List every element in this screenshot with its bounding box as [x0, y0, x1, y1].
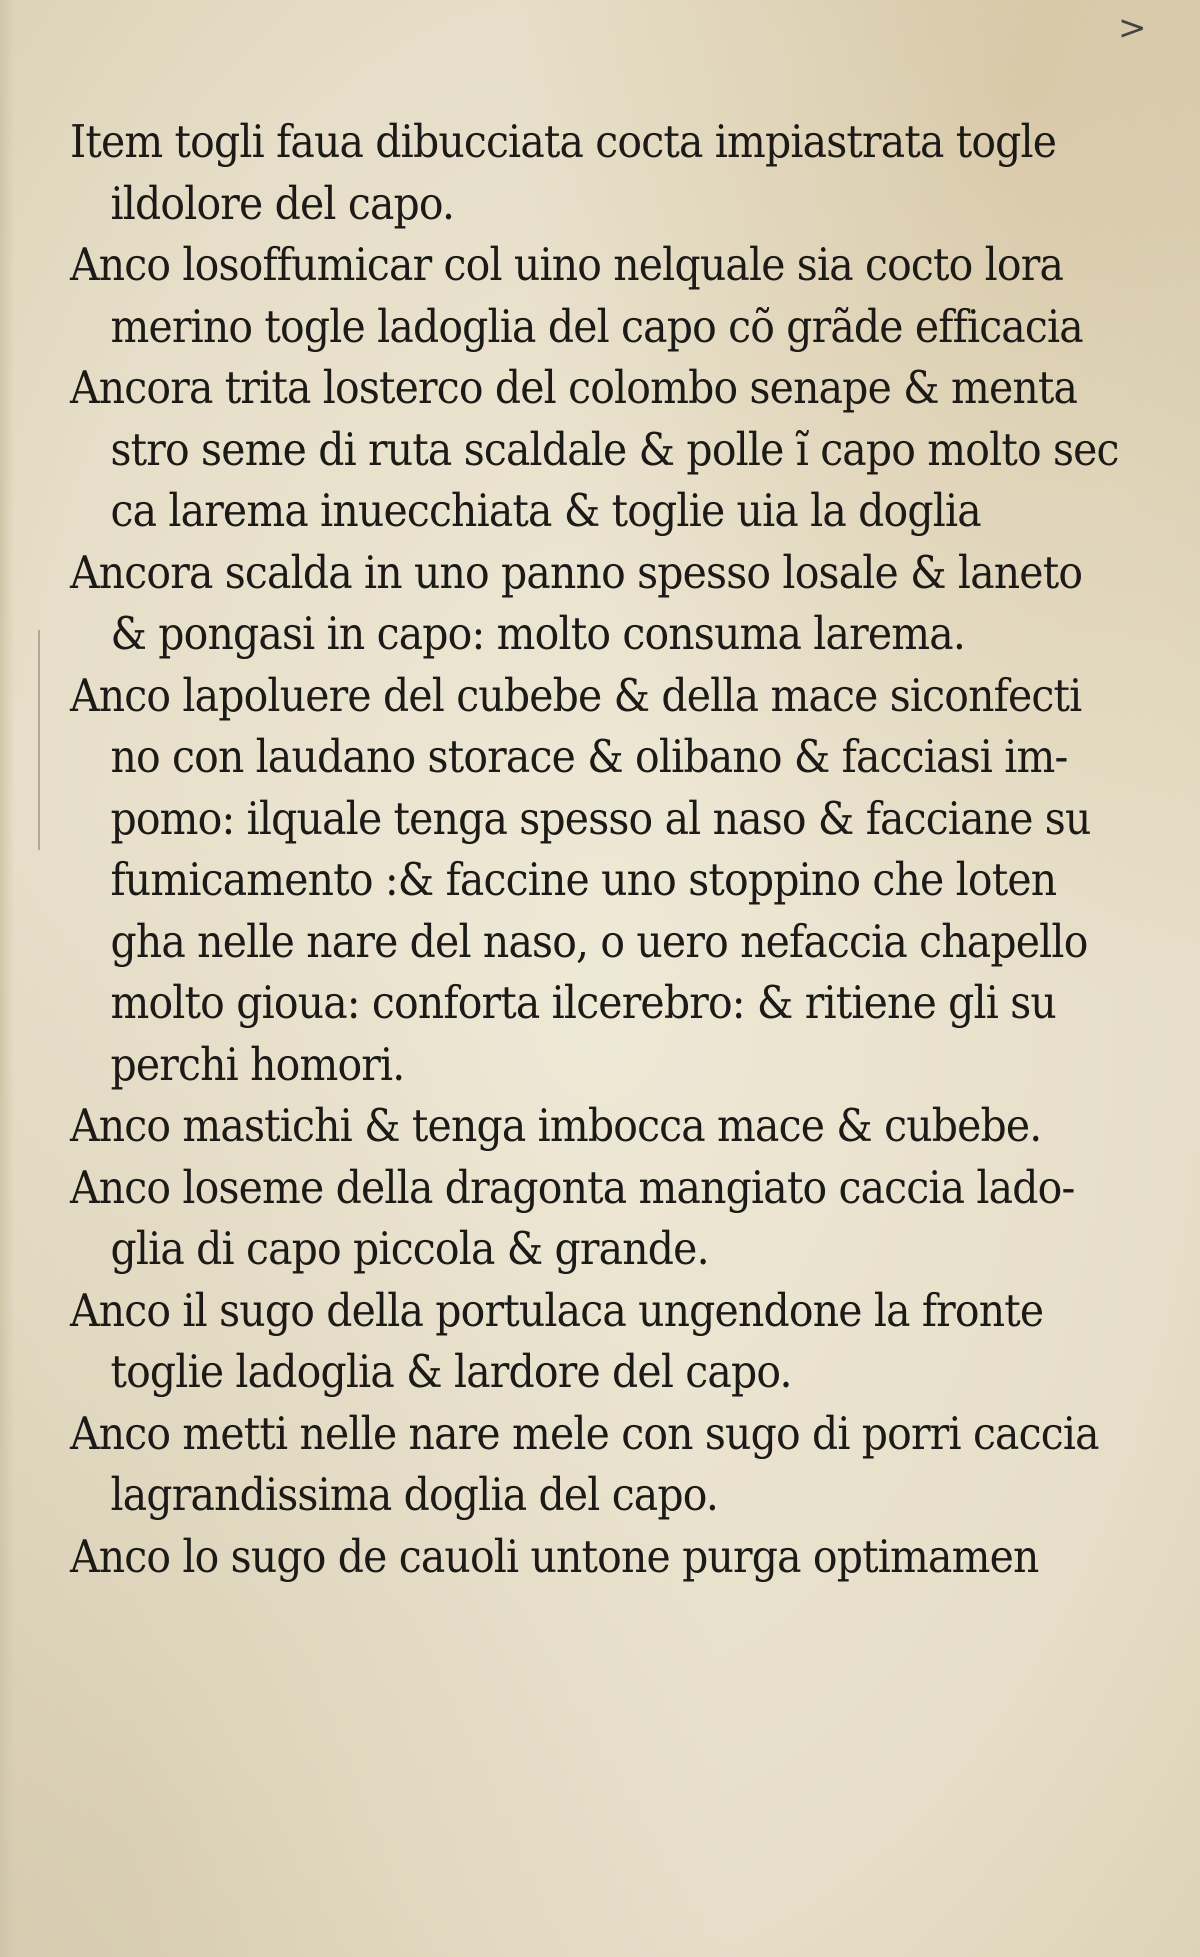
text-line: Anco losoffumicar col uino nelquale sia cocto lora	[70, 240, 1064, 291]
text-line: Anco lo sugo de cauoli untone purga optimamen	[70, 1531, 1039, 1583]
text-line: pomo: ilquale tenga spesso al naso & facciane su	[110, 793, 1091, 845]
text-line: ildolore del capo.	[110, 178, 455, 230]
text-line: merino togle ladoglia del capo cõ grãde efficacia	[110, 301, 1083, 353]
text-line: & pongasi in capo: molto consuma larema.	[110, 609, 966, 660]
text-line: molto gioua: conforta ilcerebro: & ritiene gli su	[110, 978, 1056, 1029]
text-line: toglie ladoglia & lardore del capo.	[110, 1347, 792, 1398]
text-line: Anco metti nelle nare mele con sugo di porri caccia	[70, 1408, 1099, 1460]
text-line: Ancora scalda in uno panno spesso losale & laneto	[70, 547, 1083, 599]
text-line: Anco lapoluere del cubebe & della mace siconfecti	[70, 670, 1082, 722]
text-line: Anco mastichi & tenga imbocca mace & cubebe.	[70, 1101, 1042, 1152]
text-line: gha nelle nare del naso, o uero nefaccia chapello	[110, 916, 1088, 968]
margin-mark	[38, 630, 40, 850]
text-line: perchi homori.	[110, 1039, 405, 1091]
text-line: Item togli faua dibucciata cocta impiastrata togle	[70, 117, 1057, 168]
text-line: lagrandissima doglia del capo.	[110, 1470, 719, 1521]
text-line: Anco loseme della dragonta mangiato caccia lado-	[70, 1162, 1075, 1214]
text-line: ca larema inuecchiata & toglie uia la doglia	[110, 486, 981, 537]
text-block	[70, 112, 1119, 1588]
page-edge-shadow	[0, 0, 14, 1957]
corner-mark: >	[1118, 8, 1147, 48]
text-line: fumicamento :& faccine uno stoppino che loten	[110, 855, 1057, 906]
text-line: Ancora trita losterco del colombo senape & menta	[70, 363, 1078, 414]
text-line: Anco il sugo della portulaca ungendone la fronte	[70, 1285, 1044, 1337]
text-line: no con laudano storace & olibano & facciasi im-	[110, 732, 1068, 783]
text-line: stro seme di ruta scaldale & polle ĩ capo molto sec	[110, 424, 1119, 476]
text-line: glia di capo piccola & grande.	[110, 1224, 709, 1275]
